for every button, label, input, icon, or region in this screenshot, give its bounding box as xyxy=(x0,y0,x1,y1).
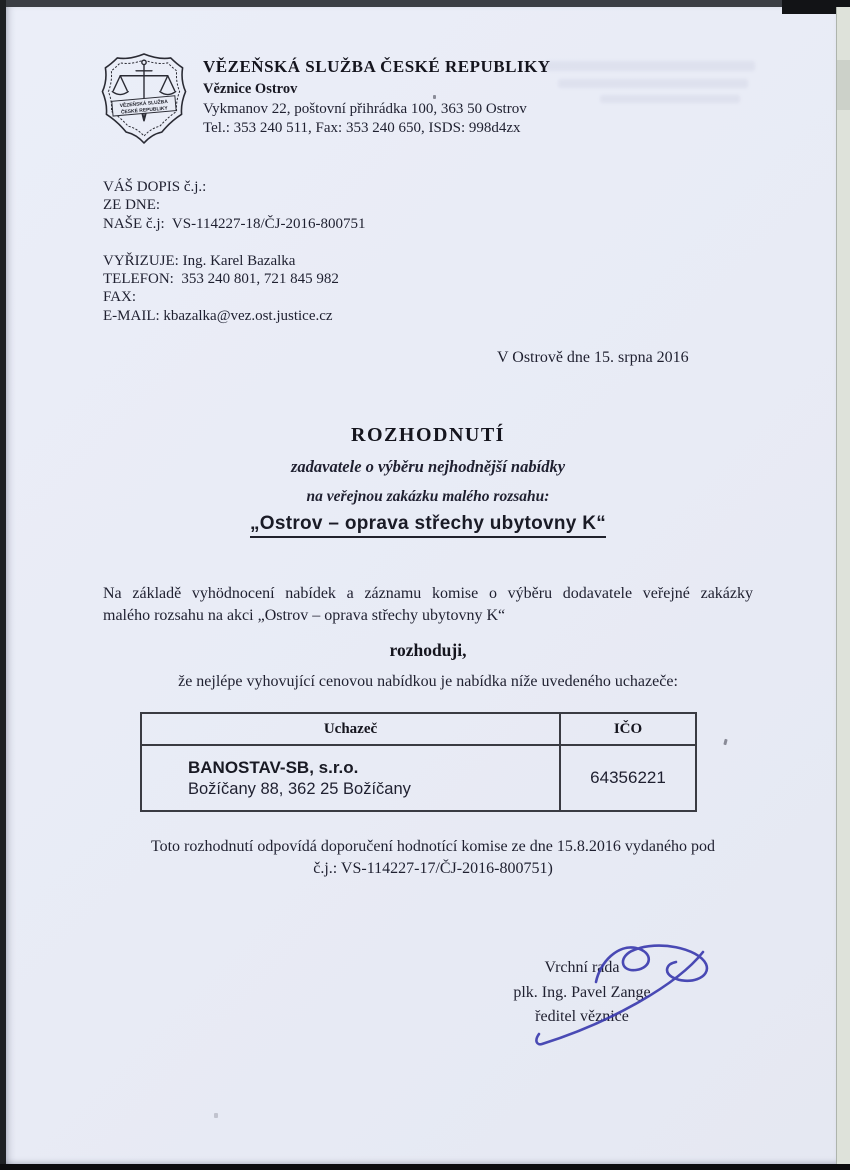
reference-block xyxy=(103,178,366,325)
dust-speck xyxy=(214,1113,218,1118)
scanner-edge-bottom xyxy=(0,1164,850,1170)
verdict-word: rozhoduji, xyxy=(389,640,467,660)
emblem-banner-line2: ČESKÉ REPUBLIKY xyxy=(120,106,168,116)
emblem-banner-line1: VĚZEŇSKÁ SLUŽBA xyxy=(119,99,169,110)
closing-line2: č.j.: VS-114227-17/ČJ-2016-800751) xyxy=(313,859,553,877)
organization-name: VĚZEŇSKÁ SLUŽBA ČESKÉ REPUBLIKY xyxy=(203,57,551,76)
scanner-edge-top xyxy=(0,0,850,7)
ref-your-letter: VÁŠ DOPIS č.j.: xyxy=(103,179,207,195)
decision-subtitle-2: na veřejnou zakázku malého rozsahu: xyxy=(306,488,550,505)
bleed-through-mark xyxy=(545,61,755,71)
emblem-banner xyxy=(112,96,176,117)
header-bidder: Uchazeč xyxy=(141,713,560,745)
dust-speck xyxy=(433,95,436,99)
bidder-ico-value: 64356221 xyxy=(560,745,696,811)
place-and-date-line: V Ostrově dne 15. srpna 2016 xyxy=(497,349,689,366)
closing-paragraph xyxy=(103,836,763,879)
bleed-through-mark xyxy=(558,79,748,88)
organization-contacts: Tel.: 353 240 511, Fax: 353 240 650, ISDS: 998d4zx xyxy=(203,120,521,136)
intro-paragraph xyxy=(103,583,753,627)
ref-handled-by: VYŘIZUJE: Ing. Karel Bazalka xyxy=(103,252,296,269)
ref-fax: FAX: xyxy=(103,289,137,306)
prison-service-emblem-logo xyxy=(98,52,190,146)
letterhead xyxy=(203,57,551,137)
intro-paragraph-line2: malého rozsahu na akci „Ostrov – oprava střechy ubytovny K“ xyxy=(103,607,506,624)
scanner-strip-shading xyxy=(837,60,850,110)
bidder-table xyxy=(140,712,697,812)
ref-dated: ZE DNE: xyxy=(103,197,161,214)
intro-paragraph-line1: Na základě vyhödnocení nabídek a záznamu komise o výběru dodavatele veřejné zakázky xyxy=(103,585,753,602)
organization-address: Vykmanov 22, poštovní přihrádka 100, 363 50 Ostrov xyxy=(203,100,527,117)
table-header-row xyxy=(141,713,696,745)
closing-line1: Toto rozhodnutí odpovídá doporučení hodnotící komise ze dne 15.8.2016 vydaného pod xyxy=(150,838,716,855)
signer-name: plk. Ing. Pavel Zange xyxy=(513,983,651,1001)
bidder-address: Božíčany 88, 362 25 Božíčany xyxy=(188,779,411,798)
bidder-name: BANOSTAV-SB, s.r.o. xyxy=(188,757,359,777)
decision-subtitle-1: zadavatele o výběru nejhodnější nabídky xyxy=(290,457,566,476)
bidder-cell xyxy=(141,745,560,811)
scanner-edge-left xyxy=(0,0,6,1170)
bleed-through-mark xyxy=(600,95,740,103)
ref-our-number: NAŠE č.j: VS-114227-18/ČJ-2016-800751 xyxy=(103,215,366,232)
ref-email: E-MAIL: kbazalka@vez.ost.justice.cz xyxy=(103,307,333,324)
signer-role: ředitel věznice xyxy=(535,1008,629,1025)
decision-title: ROZHODNUTÍ xyxy=(351,424,505,446)
contract-title-line xyxy=(103,513,753,538)
header-ico: IČO xyxy=(560,713,696,745)
signer-title: Vrchní rada xyxy=(544,959,620,976)
ref-telephone: TELEFON: 353 240 801, 721 845 982 xyxy=(103,270,339,287)
ref-blank-line xyxy=(103,233,366,251)
contract-name: „Ostrov – oprava střechy ubytovny K“ xyxy=(250,513,606,538)
table-row xyxy=(141,745,696,811)
verdict-detail: že nejlépe vyhovující cenovou nabídkou je nabídka níže uvedeného uchazeče: xyxy=(178,673,678,690)
organization-unit: Věznice Ostrov xyxy=(203,81,298,97)
scanner-side-strip xyxy=(836,7,850,1164)
signature-block xyxy=(462,956,702,1030)
